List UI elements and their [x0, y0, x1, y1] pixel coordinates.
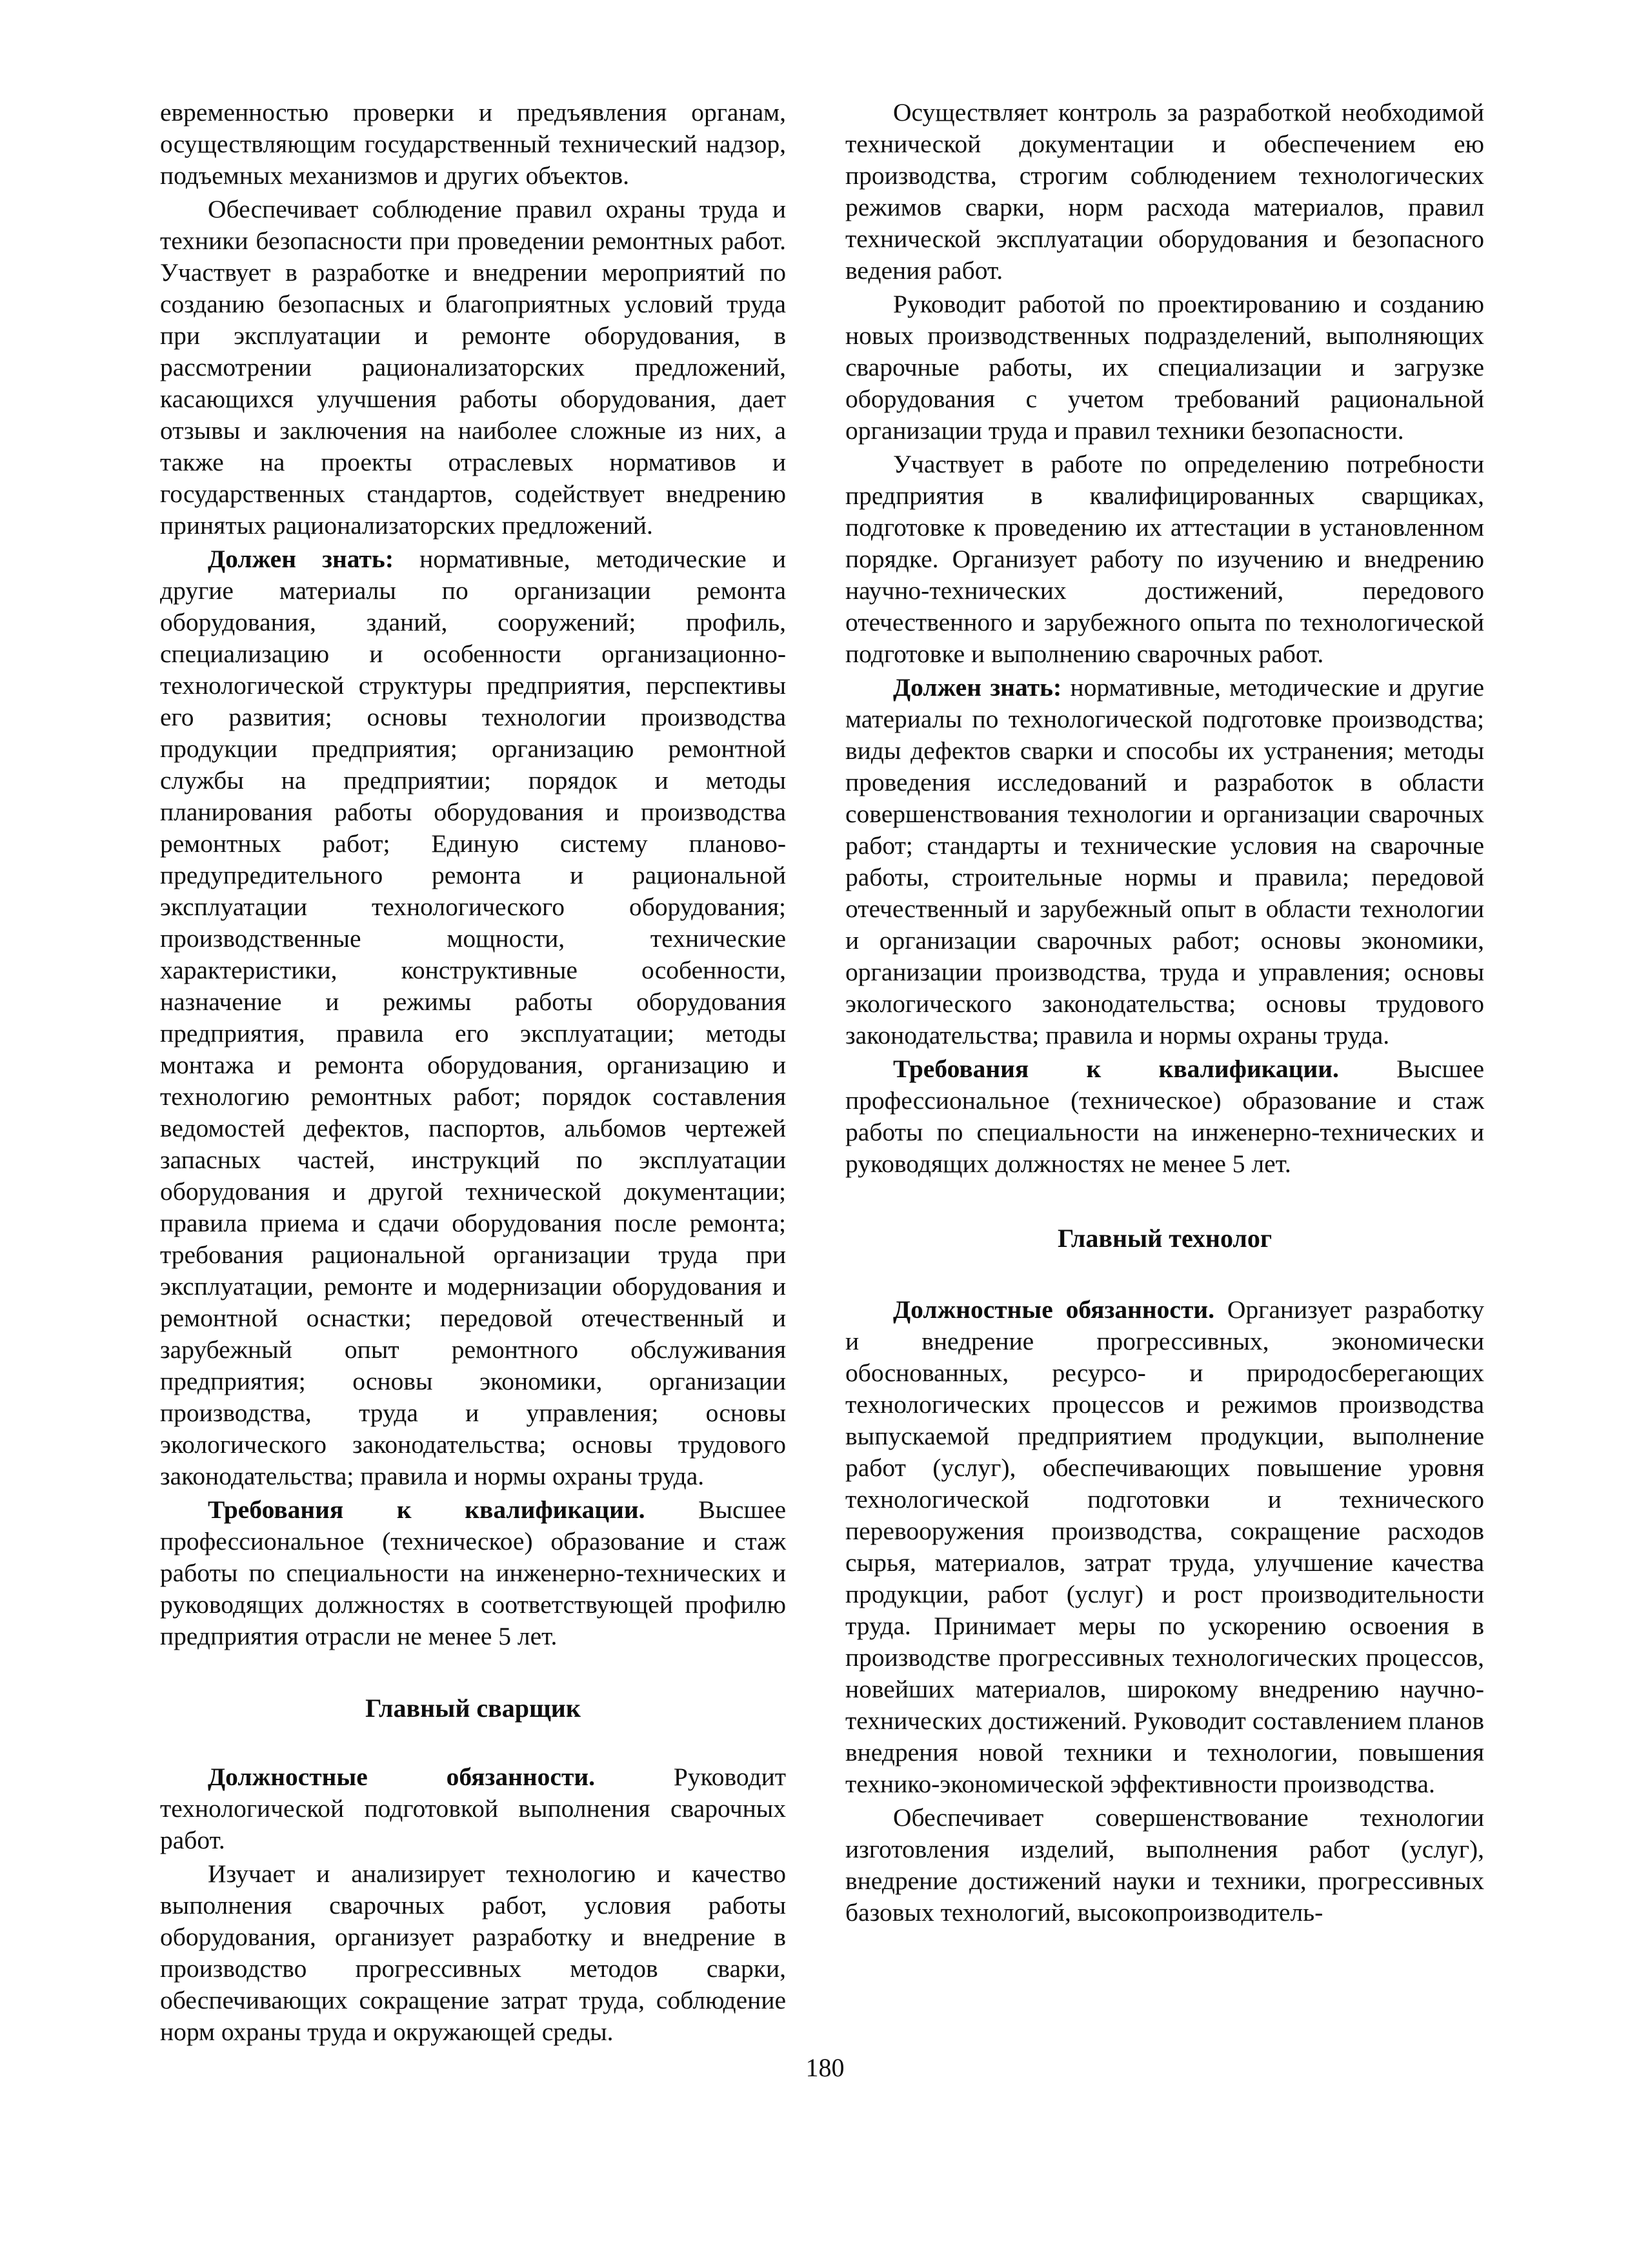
duties-label: Должностные обязанности. [208, 1763, 595, 1791]
paragraph: Изучает и анализирует технологию и качество выполнения сварочных работ, условия работы оборудования, организует разработку и внедрение в производство прогрессивных методов сварки, обеспечивающих сокращение затрат труда, соблюдение норм охраны труда и окружающей среды. [160, 1859, 786, 2046]
paragraph-must-know [845, 672, 1484, 1051]
duties-text: Руководит технологической подготовкой выполнения сварочных работ. [160, 1763, 786, 1854]
must-know-text: нормативные, методические и другие материалы по организации ремонта оборудования, зданий, сооружений; профиль, специализацию и особенности организационно-технологической структуры предприятия, перспективы его развития; основы технологии производства продукции предприятия; организацию ремонтной службы на предприятии; порядок и методы планирования работы оборудования и производства ремонтных работ; Единую систему планово-предупредительного ремонта и рациональной эксплуатации технологического оборудования; производственные мощности, технические характеристики, конструктивные особенности, назначение и режимы работы оборудования предприятия, правила его эксплуатации; методы монтажа и ремонта оборудования, организацию и технологию ремонтных работ; порядок составления ведомостей дефектов, паспортов, альбомов чертежей запасных частей, инструкций по эксплуатации оборудования и другой технической документации; правила приема и сдачи оборудования после ремонта; требования рациональной организации труда при эксплуатации, ремонте и модернизации оборудования и ремонтной оснастки; передовой отечественный и зарубежный опыт ремонтного обслуживания предприятия; основы экономики, организации производства, труда и управления; основы экологического законодательства; основы трудового законодательства; правила и нормы охраны труда. [160, 545, 786, 1490]
must-know-label: Должен знать: [208, 545, 394, 573]
paragraph-qualification [160, 1494, 786, 1652]
left-column [160, 97, 786, 2048]
page-number: 180 [805, 2053, 845, 2082]
paragraph-duties [160, 1761, 786, 1856]
right-column [845, 97, 1484, 1929]
paragraph-must-know [160, 543, 786, 1492]
paragraph: Участвует в работе по определению потребности предприятия в квалифицированных сварщиках, подготовке к проведению их аттестации в установленном порядке. Организует работу по изучению и внедрению научно-технических достижений, передового отечественного и зарубежного опыта по технологической подготовке и выполнению сварочных работ. [845, 450, 1484, 668]
section-heading: Главный технолог [1057, 1224, 1273, 1253]
paragraph: Обеспечивает совершенствование технологии изготовления изделий, выполнения работ (услуг), внедрение достижений науки и техники, прогрессивных базовых технологий, высокопроизводитель- [845, 1803, 1484, 1927]
paragraph: Руководит работой по проектированию и созданию новых производственных подразделений, выполняющих сварочные работы, их специализации и загрузке оборудования с учетом требований рациональной организации труда и правил техники безопасности. [845, 290, 1484, 445]
must-know-text: нормативные, методические и другие материалы по технологической подготовке производства; виды дефектов сварки и способы их устранения; методы проведения исследований и разработок в области совершенствования технологии и организации сварочных работ; стандарты и технические условия на сварочные работы, строительные нормы и правила; передовой отечественный и зарубежный опыт в области технологии и организации сварочных работ; основы экономики, организации производства, труда и управления; основы экологического законодательства; основы трудового законодательства; правила и нормы охраны труда. [845, 673, 1484, 1049]
qualification-text: Высшее профессиональное (техническое) образование и стаж работы по специальности на инженерно-технических и руководящих должностях не менее 5 лет. [845, 1055, 1484, 1178]
duties-label: Должностные обязанности. [893, 1295, 1215, 1324]
paragraph: Осуществляет контроль за разработкой необходимой технической документации и обеспечением ею производства, строгим соблюдением технологических режимов сварки, норм расхода материалов, правил технической эксплуатации оборудования и безопасного ведения работ. [845, 98, 1484, 285]
paragraph: Обеспечивает соблюдение правил охраны труда и техники безопасности при проведении ремонтных работ. Участвует в разработке и внедрении мероприятий по созданию безопасных и благоприятных условий труда при эксплуатации и ремонте оборудования, в рассмотрении рационализаторских предложений, касающихся улучшения работы оборудования, дает отзывы и заключения на наиболее сложные из них, а также на проекты отраслевых нормативов и государственных стандартов, содействует внедрению принятых рационализаторских предложений. [160, 195, 786, 540]
duties-text: Организует разработку и внедрение прогрессивных, экономически обоснованных, ресурсо- и природосберегающих технологических процессов и режимов производства выпускаемой предприятием продукции, выполнение работ (услуг), обеспечивающих повышение уровня технологической подготовки и технического перевооружения производства, сокращение расходов сырья, материалов, затрат труда, улучшение качества продукции, работ (услуг) и рост производительности труда. Принимает меры по ускорению освоения в производстве прогрессивных технологических процессов, новейших материалов, широкому внедрению научно-технических достижений. Руководит составлением планов внедрения новой техники и технологии, повышения технико-экономической эффективности производства. [845, 1295, 1484, 1798]
qualification-label: Требования к квалификации. [208, 1495, 645, 1524]
paragraph-qualification [845, 1053, 1484, 1180]
section-heading: Главный сварщик [365, 1694, 581, 1723]
paragraph: евременностью проверки и предъявления органам, осуществляющим государственный технический надзор, подъемных механизмов и других объектов. [160, 98, 786, 190]
paragraph-duties [845, 1294, 1484, 1800]
must-know-label: Должен знать: [893, 673, 1062, 702]
qualification-label: Требования к квалификации. [893, 1055, 1339, 1083]
qualification-text: Высшее профессиональное (техническое) образование и стаж работы по специальности на инженерно-технических и руководящих должностях в соответствующей профилю предприятия отрасли не менее 5 лет. [160, 1495, 787, 1650]
